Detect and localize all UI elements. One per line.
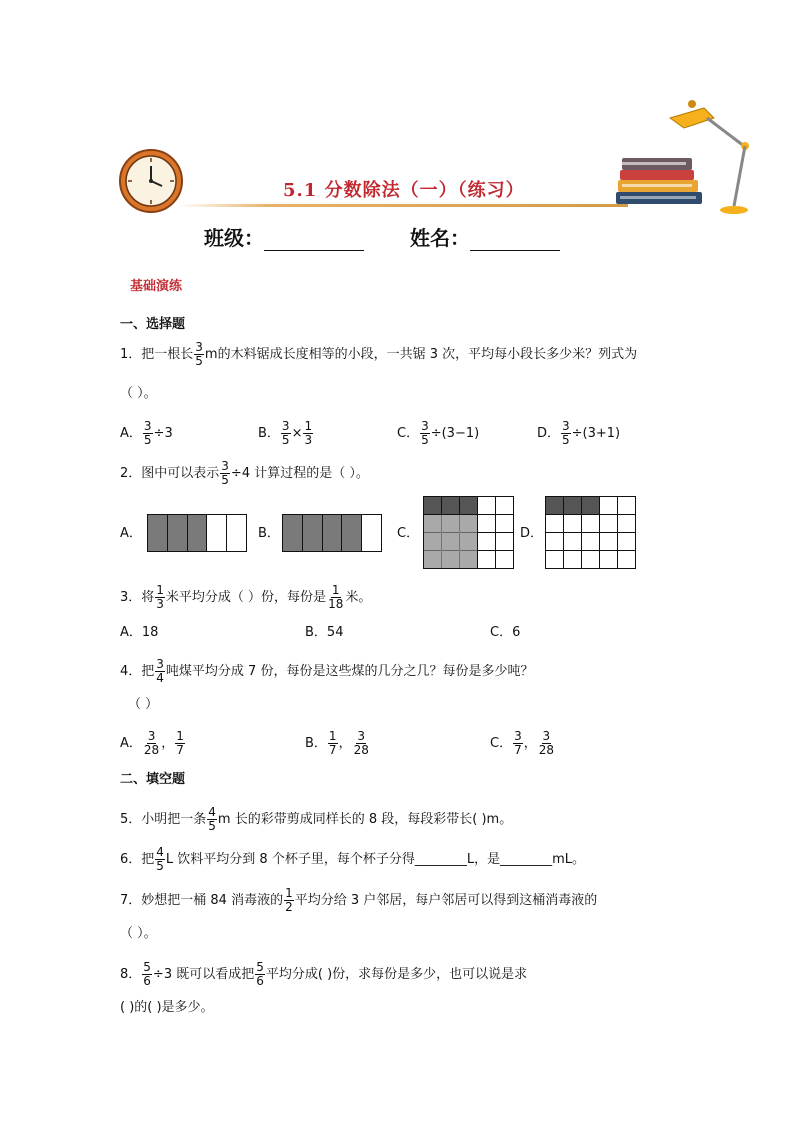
- q3-option-a[interactable]: A．18: [120, 625, 159, 640]
- q2-option-c-label[interactable]: C．: [397, 526, 420, 541]
- q3-option-c[interactable]: C．6: [490, 625, 521, 640]
- q2-option-c-figure[interactable]: [423, 496, 515, 570]
- q2-option-d-figure[interactable]: [545, 496, 637, 570]
- page-title: 5.1 分数除法（一）（练习）: [283, 180, 525, 201]
- q8-stem: 8． $\frac{5}{6}$ ÷3 既可以看成把 $\frac{5}{6}$ 平均分成( )份，求每份是多少，也可以说是求: [120, 960, 528, 988]
- q2-option-b-figure[interactable]: [282, 514, 382, 552]
- q7-answer-line: （ ）。: [120, 926, 157, 941]
- name-label: 姓名：: [410, 226, 470, 250]
- part2-heading: 二、填空题: [120, 772, 186, 787]
- q1-option-d[interactable]: D． $\frac{3}{5}$ ÷(3+1): [537, 419, 621, 447]
- clock-icon: [118, 148, 184, 214]
- class-label: 班级：: [204, 226, 264, 250]
- q1-stem: 1．把一根长 $\frac{3}{5}$ m的木料锯成长度相等的小段，一共锯 3 次，平均每小段长多少米？列式为: [120, 340, 638, 368]
- q4-option-a[interactable]: A． $\frac{3}{28}$ ， $\frac{1}{7}$: [120, 729, 184, 757]
- books-lamp-illustration: [612, 96, 762, 218]
- name-field: [410, 222, 560, 251]
- q1-option-c[interactable]: C． $\frac{3}{5}$ ÷(3−1): [397, 419, 480, 447]
- q2-stem: 2．图中可以表示 $\frac{3}{5}$ ÷4 计算过程的是（ ）。: [120, 459, 369, 487]
- q6-stem: 6．把 $\frac{4}{5}$ L 饮料平均分到 8 个杯子里，每个杯子分得________L，是________mL。: [120, 845, 585, 873]
- q1-answer-line: （ ）。: [120, 386, 157, 401]
- q4-stem: 4．把 $\frac{3}{4}$ 吨煤平均分成 7 份，每份是这些煤的几分之几？每份是多少吨？: [120, 657, 534, 685]
- header-rule: [178, 204, 628, 207]
- name-blank[interactable]: [470, 232, 560, 251]
- section-basic: 基础演练: [130, 279, 183, 294]
- q5-stem: 5．小明把一条 $\frac{4}{5}$ m 长的彩带剪成同样长的 8 段，每段彩带长( )m。: [120, 805, 513, 833]
- part1-heading: 一、选择题: [120, 317, 186, 332]
- q8-answer-line: ( )的( )是多少。: [120, 1000, 214, 1015]
- q4-option-b[interactable]: B． $\frac{1}{7}$ ， $\frac{3}{28}$: [305, 729, 369, 757]
- q4-answer-line: （ ）: [128, 697, 159, 712]
- q4-option-c[interactable]: C． $\frac{3}{7}$ ， $\frac{3}{28}$: [490, 729, 555, 757]
- q7-stem: 7．妙想把一桶 84 消毒液的 $\frac{1}{2}$ 平均分给 3 户邻居，每户邻居可以得到这桶消毒液的: [120, 886, 598, 914]
- q3-option-b[interactable]: B．54: [305, 625, 344, 640]
- class-blank[interactable]: [264, 232, 364, 251]
- q1-option-a[interactable]: A． $\frac{3}{5}$ ÷3: [120, 419, 173, 447]
- q1-option-b[interactable]: B． $\frac{3}{5}$ × $\frac{1}{3}$: [258, 419, 313, 447]
- q3-stem: 3．将 $\frac{1}{3}$ 米平均分成（ ）份，每份是 $\frac{1}{18}$ 米。: [120, 583, 372, 611]
- q2-option-d-label[interactable]: D．: [520, 526, 544, 541]
- q2-option-a-figure[interactable]: [147, 514, 247, 552]
- q2-option-a-label[interactable]: A．: [120, 526, 142, 541]
- class-field: [204, 222, 364, 251]
- q2-option-b-label[interactable]: B．: [258, 526, 280, 541]
